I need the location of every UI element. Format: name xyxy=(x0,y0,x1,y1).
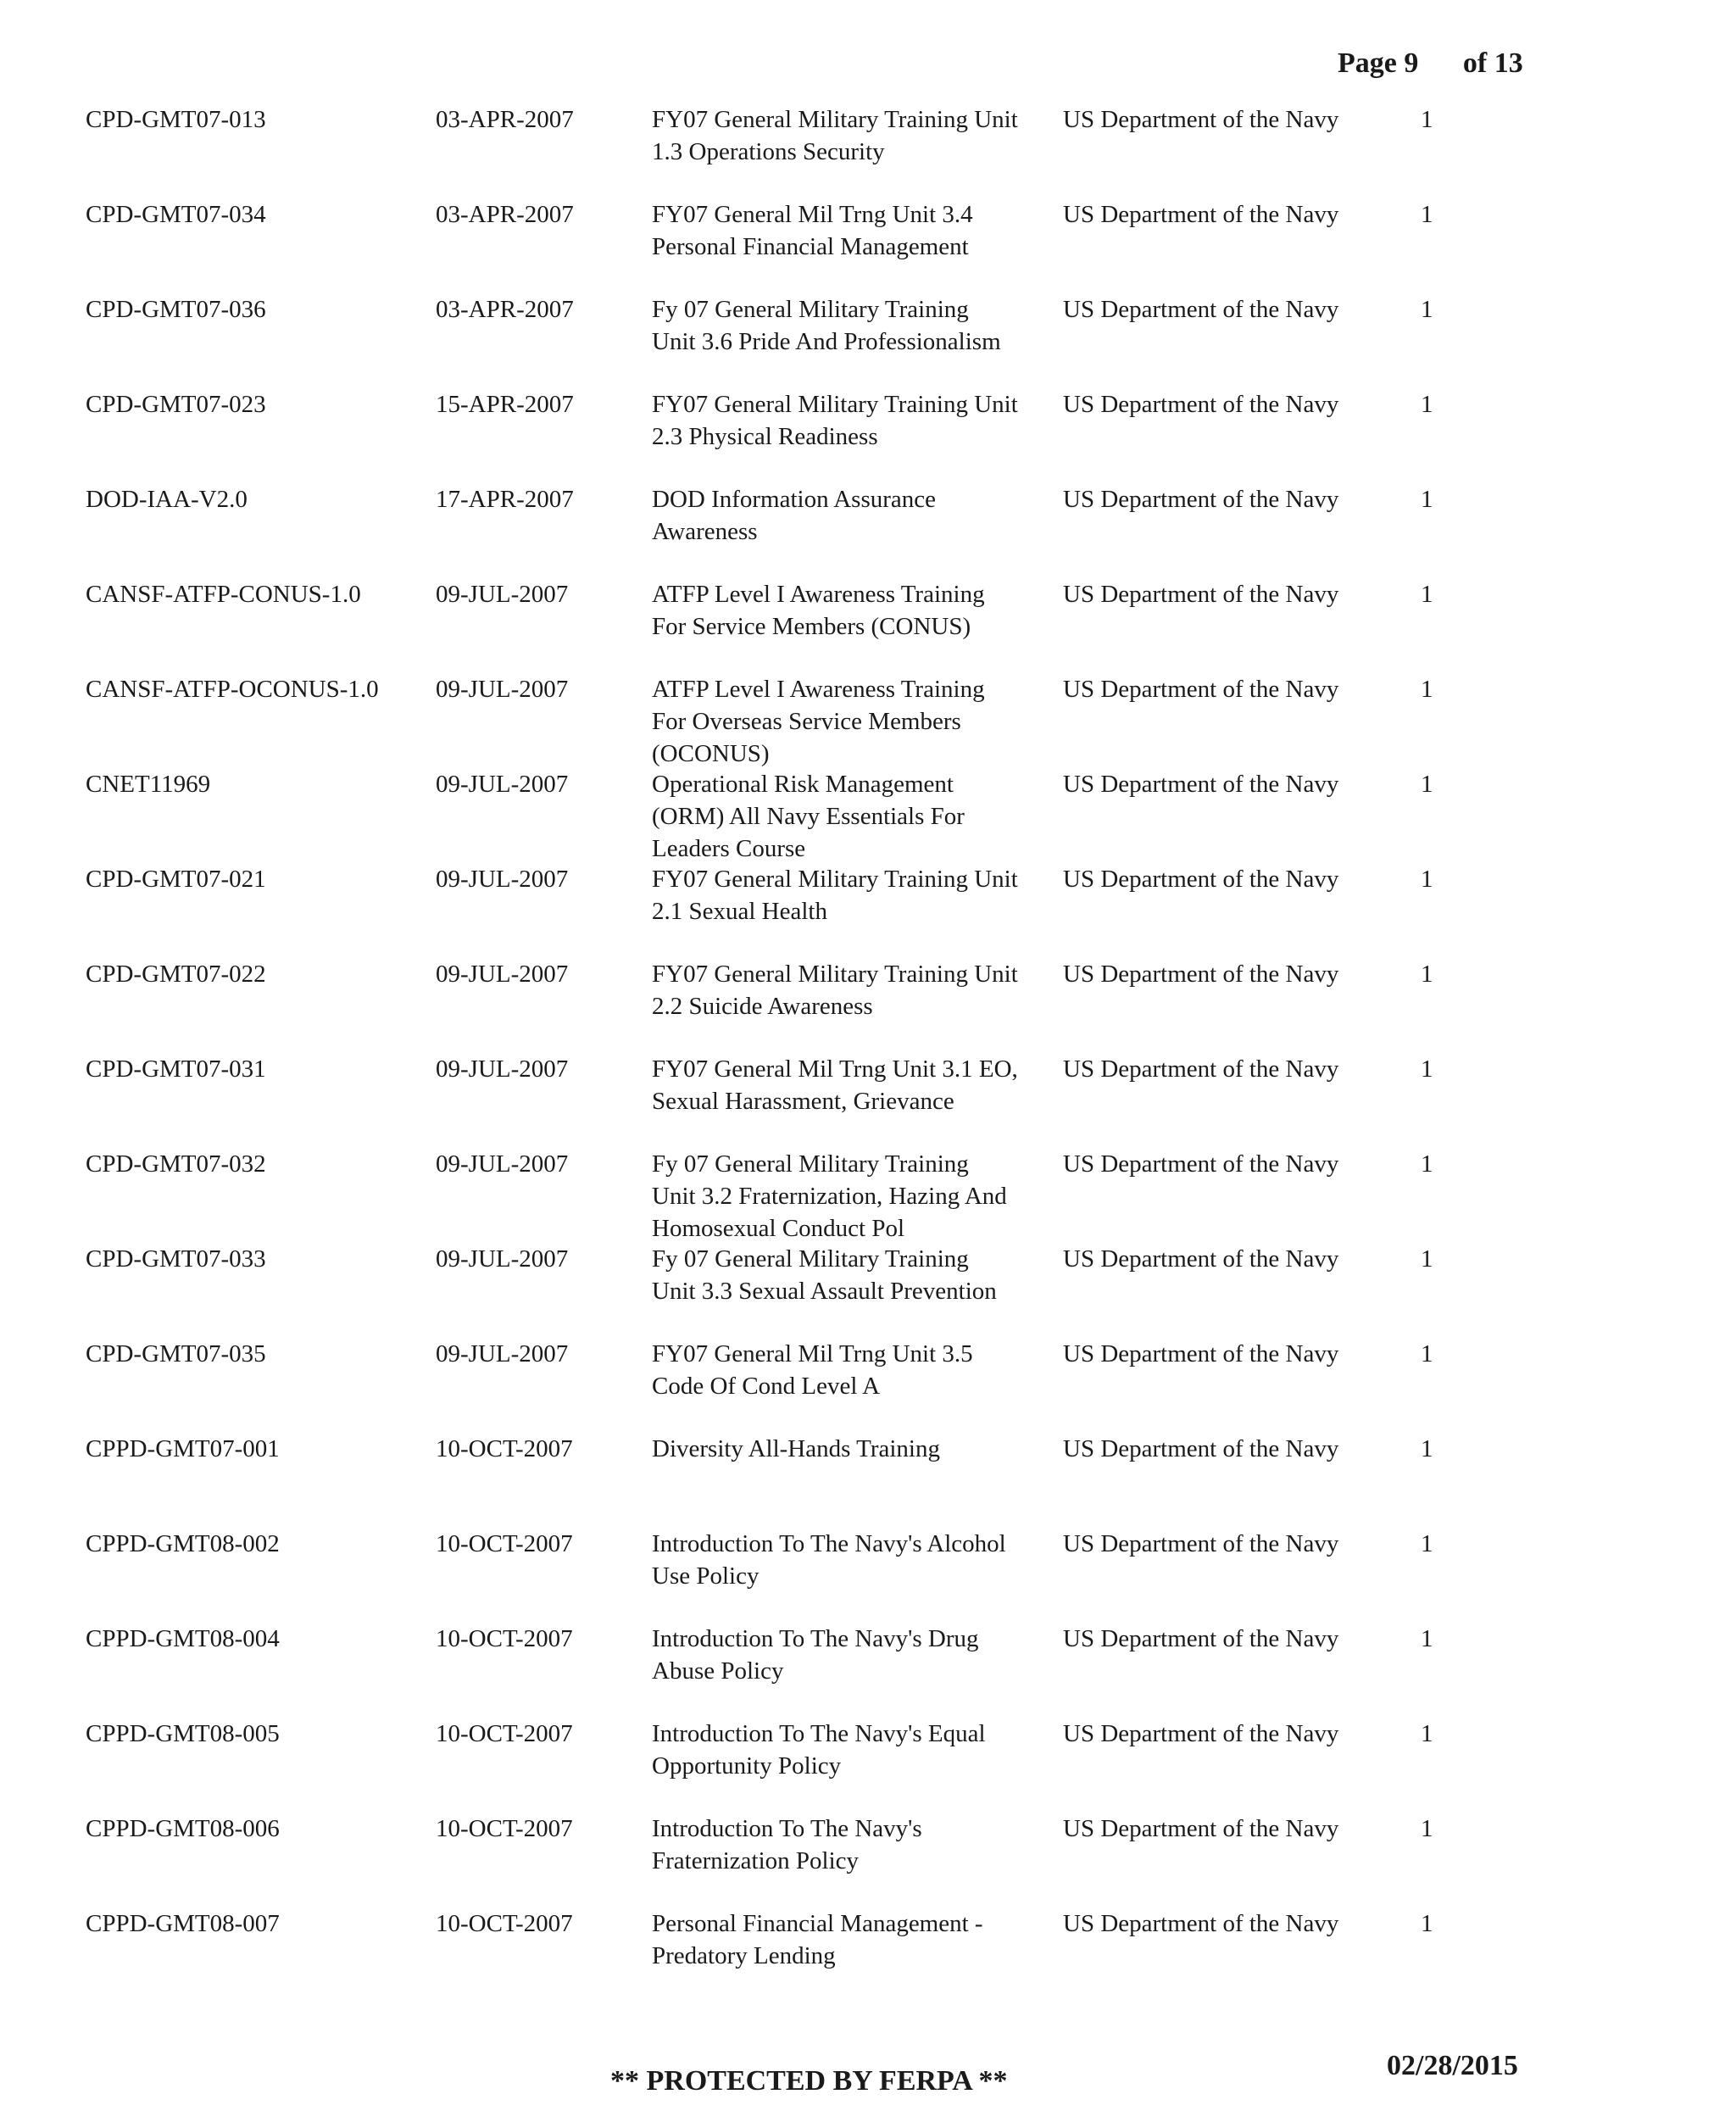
credit-count: 1 xyxy=(1421,866,1433,893)
course-code: CPPD-GMT08-006 xyxy=(86,1815,280,1842)
print-date: 02/28/2015 xyxy=(1387,2050,1518,2081)
record-row xyxy=(0,103,1736,198)
record-row xyxy=(0,198,1736,293)
course-code: CANSF-ATFP-OCONUS-1.0 xyxy=(86,676,379,703)
course-code: CPPD-GMT08-002 xyxy=(86,1530,280,1557)
credit-count: 1 xyxy=(1421,771,1433,798)
credit-count: 1 xyxy=(1421,1910,1433,1937)
course-title: FY07 General Military Training Unit 2.2 Suicide Awareness xyxy=(652,961,1018,1020)
course-title: DOD Information Assurance Awareness xyxy=(652,486,937,545)
provider-name: US Department of the Navy xyxy=(1063,1910,1339,1937)
credit-count: 1 xyxy=(1421,1530,1433,1557)
course-title: Fy 07 General Military Training Unit 3.6 Pride And Professionalism xyxy=(652,296,1001,355)
credit-count: 1 xyxy=(1421,1055,1433,1083)
course-title: Fy 07 General Military Training Unit 3.2 Fraternization, Hazing And Homosexual Conduct Pol xyxy=(652,1150,1007,1242)
record-row xyxy=(0,293,1736,388)
course-code: CPD-GMT07-013 xyxy=(86,106,266,133)
course-code: CPD-GMT07-031 xyxy=(86,1055,266,1083)
completion-date: 10-OCT-2007 xyxy=(436,1435,573,1462)
course-code: CPD-GMT07-022 xyxy=(86,961,266,988)
record-row xyxy=(0,388,1736,483)
provider-name: US Department of the Navy xyxy=(1063,1340,1339,1367)
completion-date: 15-APR-2007 xyxy=(436,391,574,418)
course-code: CNET11969 xyxy=(86,771,211,798)
provider-name: US Department of the Navy xyxy=(1063,1245,1339,1273)
record-row xyxy=(0,673,1736,768)
completion-date: 10-OCT-2007 xyxy=(436,1910,573,1937)
course-code: CPD-GMT07-035 xyxy=(86,1340,266,1367)
credit-count: 1 xyxy=(1421,581,1433,608)
credit-count: 1 xyxy=(1421,1720,1433,1747)
record-row xyxy=(0,863,1736,958)
provider-name: US Department of the Navy xyxy=(1063,391,1339,418)
provider-name: US Department of the Navy xyxy=(1063,866,1339,893)
course-title: Diversity All-Hands Training xyxy=(652,1435,940,1462)
ferpa-notice: ** PROTECTED BY FERPA ** xyxy=(610,2065,1008,2097)
record-row xyxy=(0,958,1736,1053)
page-label: Page xyxy=(1338,47,1397,79)
course-code: CPD-GMT07-036 xyxy=(86,296,266,323)
credit-count: 1 xyxy=(1421,961,1433,988)
course-title: Personal Financial Management - Predatory Lending xyxy=(652,1910,983,1969)
record-row xyxy=(0,1623,1736,1718)
record-row xyxy=(0,483,1736,578)
provider-name: US Department of the Navy xyxy=(1063,201,1339,228)
record-row xyxy=(0,578,1736,673)
provider-name: US Department of the Navy xyxy=(1063,961,1339,988)
completion-date: 09-JUL-2007 xyxy=(436,1055,569,1083)
completion-date: 09-JUL-2007 xyxy=(436,1245,569,1273)
completion-date: 09-JUL-2007 xyxy=(436,1340,569,1367)
course-code: CANSF-ATFP-CONUS-1.0 xyxy=(86,581,361,608)
credit-count: 1 xyxy=(1421,391,1433,418)
course-title: FY07 General Mil Trng Unit 3.5 Code Of Cond Level A xyxy=(652,1340,973,1400)
provider-name: US Department of the Navy xyxy=(1063,581,1339,608)
course-code: CPPD-GMT08-004 xyxy=(86,1625,280,1652)
course-code: DOD-IAA-V2.0 xyxy=(86,486,248,513)
total-pages: 13 xyxy=(1494,47,1523,79)
provider-name: US Department of the Navy xyxy=(1063,771,1339,798)
provider-name: US Department of the Navy xyxy=(1063,1720,1339,1747)
provider-name: US Department of the Navy xyxy=(1063,1055,1339,1083)
provider-name: US Department of the Navy xyxy=(1063,676,1339,703)
completion-date: 09-JUL-2007 xyxy=(436,581,569,608)
record-row xyxy=(0,1243,1736,1338)
record-row xyxy=(0,1433,1736,1528)
course-code: CPPD-GMT08-007 xyxy=(86,1910,280,1937)
completion-date: 03-APR-2007 xyxy=(436,106,574,133)
course-title: FY07 General Mil Trng Unit 3.1 EO, Sexual Harassment, Grievance xyxy=(652,1055,1018,1115)
course-code: CPD-GMT07-021 xyxy=(86,866,266,893)
credit-count: 1 xyxy=(1421,201,1433,228)
page-indicator xyxy=(1338,47,1523,80)
provider-name: US Department of the Navy xyxy=(1063,106,1339,133)
course-code: CPD-GMT07-033 xyxy=(86,1245,266,1273)
record-row xyxy=(0,1813,1736,1908)
record-row xyxy=(0,768,1736,863)
provider-name: US Department of the Navy xyxy=(1063,1435,1339,1462)
record-row xyxy=(0,1148,1736,1243)
course-code: CPPD-GMT07-001 xyxy=(86,1435,280,1462)
record-row xyxy=(0,1908,1736,2002)
course-title: ATFP Level I Awareness Training For Service Members (CONUS) xyxy=(652,581,985,640)
completion-date: 09-JUL-2007 xyxy=(436,676,569,703)
completion-date: 09-JUL-2007 xyxy=(436,1150,569,1178)
course-title: Operational Risk Management (ORM) All Navy Essentials For Leaders Course xyxy=(652,771,965,862)
record-row xyxy=(0,1338,1736,1433)
course-title: FY07 General Military Training Unit 2.1 Sexual Health xyxy=(652,866,1018,925)
completion-date: 09-JUL-2007 xyxy=(436,961,569,988)
provider-name: US Department of the Navy xyxy=(1063,1625,1339,1652)
record-row xyxy=(0,1053,1736,1148)
completion-date: 10-OCT-2007 xyxy=(436,1720,573,1747)
completion-date: 17-APR-2007 xyxy=(436,486,574,513)
of-label: of xyxy=(1462,47,1488,79)
completion-date: 10-OCT-2007 xyxy=(436,1815,573,1842)
course-title: Introduction To The Navy's Equal Opportunity Policy xyxy=(652,1720,986,1779)
course-title: FY07 General Military Training Unit 2.3 Physical Readiness xyxy=(652,391,1018,450)
provider-name: US Department of the Navy xyxy=(1063,486,1339,513)
course-code: CPPD-GMT08-005 xyxy=(86,1720,280,1747)
provider-name: US Department of the Navy xyxy=(1063,1150,1339,1178)
course-title: Fy 07 General Military Training Unit 3.3 Sexual Assault Prevention xyxy=(652,1245,997,1305)
course-code: CPD-GMT07-023 xyxy=(86,391,266,418)
provider-name: US Department of the Navy xyxy=(1063,296,1339,323)
credit-count: 1 xyxy=(1421,1245,1433,1273)
credit-count: 1 xyxy=(1421,106,1433,133)
provider-name: US Department of the Navy xyxy=(1063,1530,1339,1557)
completion-date: 10-OCT-2007 xyxy=(436,1625,573,1652)
credit-count: 1 xyxy=(1421,296,1433,323)
credit-count: 1 xyxy=(1421,1340,1433,1367)
provider-name: US Department of the Navy xyxy=(1063,1815,1339,1842)
course-code: CPD-GMT07-034 xyxy=(86,201,266,228)
credit-count: 1 xyxy=(1421,676,1433,703)
credit-count: 1 xyxy=(1421,486,1433,513)
completion-date: 03-APR-2007 xyxy=(436,296,574,323)
credit-count: 1 xyxy=(1421,1815,1433,1842)
course-title: Introduction To The Navy's Alcohol Use Policy xyxy=(652,1530,1006,1590)
credit-count: 1 xyxy=(1421,1625,1433,1652)
course-title: FY07 General Military Training Unit 1.3 Operations Security xyxy=(652,106,1018,165)
course-title: ATFP Level I Awareness Training For Overseas Service Members (OCONUS) xyxy=(652,676,985,767)
training-record-list xyxy=(0,103,1736,2002)
record-row xyxy=(0,1718,1736,1813)
completion-date: 03-APR-2007 xyxy=(436,201,574,228)
course-title: FY07 General Mil Trng Unit 3.4 Personal Financial Management xyxy=(652,201,973,260)
course-title: Introduction To The Navy's Fraternization Policy xyxy=(652,1815,922,1874)
credit-count: 1 xyxy=(1421,1150,1433,1178)
completion-date: 09-JUL-2007 xyxy=(436,866,569,893)
course-title: Introduction To The Navy's Drug Abuse Policy xyxy=(652,1625,979,1685)
credit-count: 1 xyxy=(1421,1435,1433,1462)
completion-date: 10-OCT-2007 xyxy=(436,1530,573,1557)
completion-date: 09-JUL-2007 xyxy=(436,771,569,798)
page-number: 9 xyxy=(1404,47,1419,79)
record-row xyxy=(0,1528,1736,1623)
course-code: CPD-GMT07-032 xyxy=(86,1150,266,1178)
